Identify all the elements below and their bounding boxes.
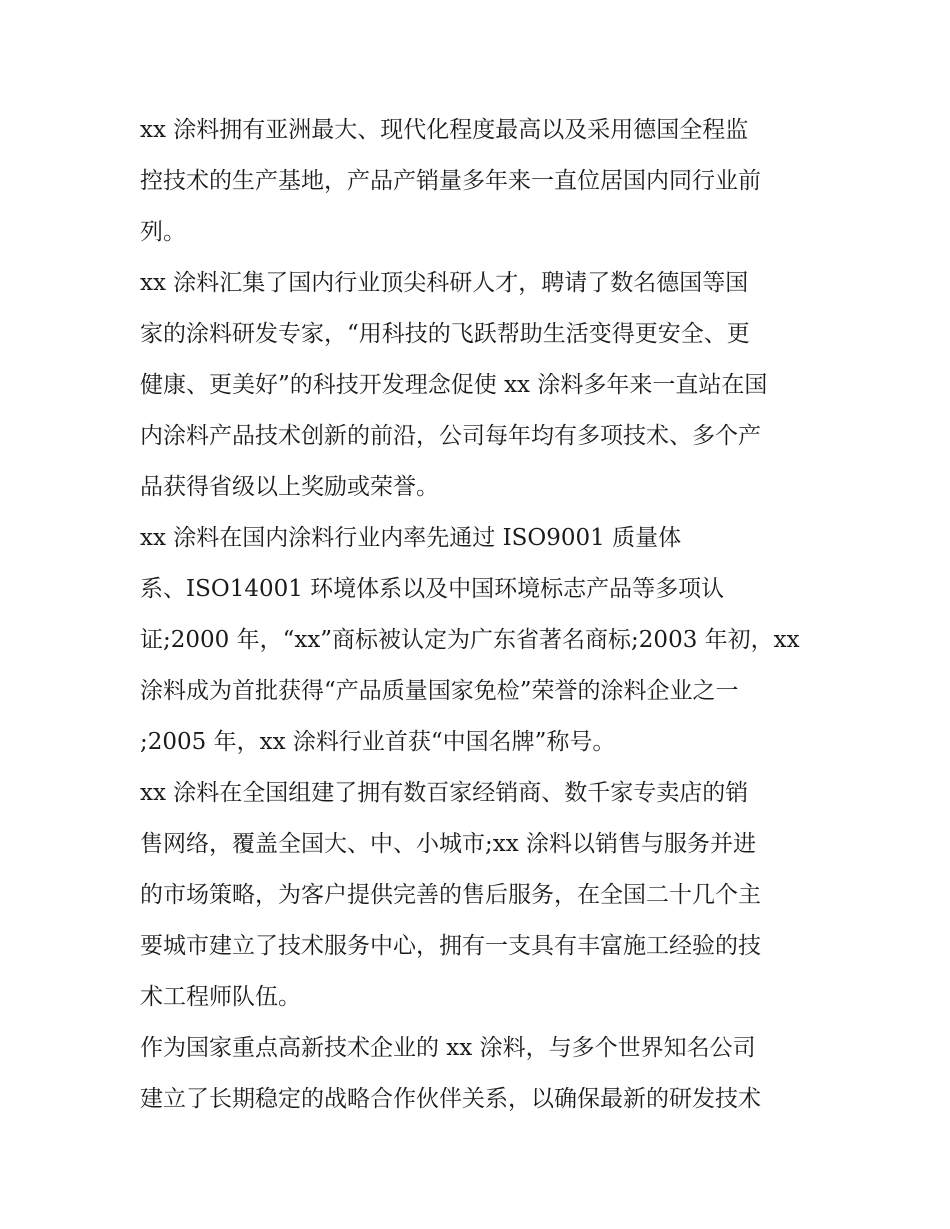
text-line: 品获得省级以上奖励或荣誉。 [140,474,439,500]
text-line: xx 涂料汇集了国内行业顶尖科研人才，聘请了数名德国等国 [140,270,749,296]
text-line: ;2005 年，xx 涂料行业首获“中国名牌”称号。 [140,729,616,755]
paragraph-production-base [140,105,830,258]
text-line: 术工程师队伍。 [140,984,301,1010]
paragraph-research-talent [140,258,830,513]
text-line: xx 涂料在国内涂料行业内率先通过 ISO9001 质量体 [140,525,682,551]
document-body [140,105,830,1125]
paragraph-certifications [140,513,830,768]
text-line: 售网络，覆盖全国大、中、小城市;xx 涂料以销售与服务并进 [140,831,757,857]
text-line: 涂料成为首批获得“产品质量国家免检”荣誉的涂料企业之一 [140,678,739,704]
text-line: 要城市建立了技术服务中心，拥有一支具有丰富施工经验的技 [140,933,761,959]
text-line: 的市场策略，为客户提供完善的售后服务，在全国二十几个主 [140,882,761,908]
paragraph-sales-network [140,768,830,1023]
text-line: 证;2000 年，“xx”商标被认定为广东省著名商标;2003 年初，xx [140,627,800,653]
text-line: 家的涂料研发专家，“用科技的飞跃帮助生活变得更安全、更 [140,321,750,347]
text-line: 建立了长期稳定的战略合作伙伴关系，以确保最新的研发技术 [140,1086,761,1112]
text-line: 内涂料产品技术创新的前沿，公司每年均有多项技术、多个产 [140,423,761,449]
text-line: xx 涂料拥有亚洲最大、现代化程度最高以及采用德国全程监 [140,117,749,143]
text-line: 列。 [140,219,186,245]
text-line: xx 涂料在全国组建了拥有数百家经销商、数千家专卖店的销 [140,780,749,806]
paragraph-strategic-partners [140,1023,830,1125]
text-line: 系、ISO14001 环境体系以及中国环境标志产品等多项认 [140,576,725,602]
text-line: 控技术的生产基地，产品产销量多年来一直位居国内同行业前 [140,168,761,194]
text-line: 健康、更美好”的科技开发理念促使 xx 涂料多年来一直站在国 [140,372,768,398]
text-line: 作为国家重点高新技术企业的 xx 涂料，与多个世界知名公司 [140,1035,756,1061]
